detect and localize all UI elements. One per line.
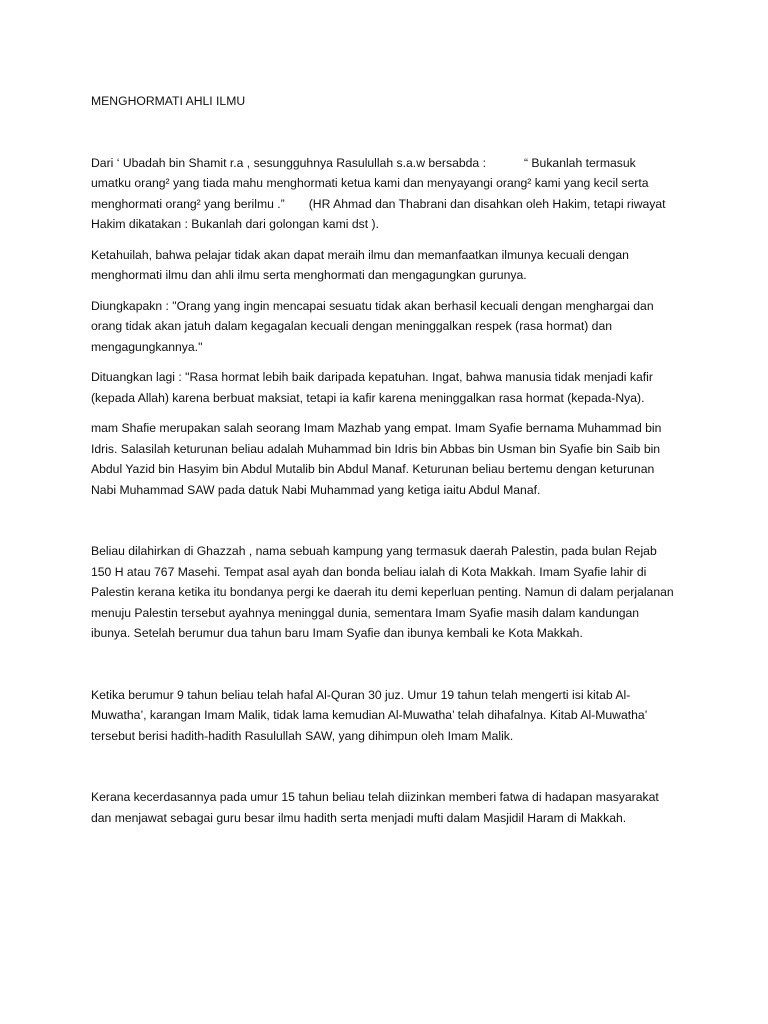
paragraph-diungkapakn: Diungkapakn : "Orang yang ingin mencapai sesuatu tidak akan berhasil kecuali dengan menghargai dan orang tidak akan jatuh dalam kegagalan kecuali dengan meninggalkan respek (rasa hormat) dan mengagungkannya."	[91, 298, 654, 354]
hadith-intro: Dari ‘ Ubadah bin Shamit r.a , sesungguhnya Rasulullah s.a.w bersabda :	[91, 155, 486, 170]
paragraph-kecerdasan: Kerana kecerdasannya pada umur 15 tahun beliau telah diizinkan memberi fatwa di hadapan masyarakat dan menjawat sebagai guru besar ilmu hadith serta menjadi mufti dalam Masjidil Haram di Makkah.	[91, 790, 659, 825]
paragraph-dituangkan: Dituangkan lagi : "Rasa hormat lebih baik daripada kepatuhan. Ingat, bahwa manusia tidak menjadi kafir (kepada Allah) karena berbuat maksiat, tetapi ia kafir karena meninggalkan rasa hormat (kepada-Nya).	[91, 370, 653, 405]
paragraph-hadith	[91, 153, 679, 235]
paragraph-ketahuilah: Ketahuilah, bahwa pelajar tidak akan dapat meraih ilmu dan memanfaatkan ilmunya kecuali dengan menghormati ilmu dan ahli ilmu serta menghormati dan mengagungkan gurunya.	[91, 247, 629, 282]
document-title: MENGHORMATI AHLI ILMU	[91, 94, 246, 108]
hadith-quote: “ Bukanlah termasuk umatku orang² yang tiada mahu menghormati ketua kami dan menyayangi orang² kami yang kecil serta menghormati orang² yang berilmu .”	[91, 155, 649, 211]
document-body	[91, 91, 679, 838]
paragraph-dilahirkan: Beliau dilahirkan di Ghazzah , nama sebuah kampung yang termasuk daerah Palestin, pada bulan Rejab 150 H atau 767 Masehi. Tempat asal ayah dan bonda beliau ialah di Kota Makkah. Imam Syafie lahir di Palestin kerana ketika itu bondanya pergi ke daerah itu demi keperluan penting. Namun di dalam perjalanan menuju Palestin tersebut ayahnya meninggal dunia, sementara Imam Syafie masih dalam kandungan ibunya. Setelah berumur dua tahun baru Imam Syafie dan ibunya kembali ke Kota Makkah.	[91, 544, 674, 640]
paragraph-imam-shafie: mam Shafie merupakan salah seorang Imam Mazhab yang empat. Imam Syafie bernama Muhammad bin Idris. Salasilah keturunan beliau adalah Muhammad bin Idris bin Abbas bin Usman bin Syafie bin Saib bin Abdul Yazid bin Hasyim bin Abdul Mutalib bin Abdul Manaf. Keturunan beliau bertemu dengan keturunan Nabi Muhammad SAW pada datuk Nabi Muhammad yang ketiga iaitu Abdul Manaf.	[91, 421, 662, 497]
hadith-source: (HR Ahmad dan Thabrani dan disahkan oleh Hakim, tetapi riwayat Hakim dikatakan : Bukanlah dari golongan kami dst ).	[91, 196, 666, 231]
paragraph-berumur-9: Ketika berumur 9 tahun beliau telah hafal Al-Quran 30 juz. Umur 19 tahun telah mengerti isi kitab Al-Muwatha’, karangan Imam Malik, tidak lama kemudian Al-Muwatha’ telah dihafalnya. Kitab Al-Muwatha’ tersebut berisi hadith-hadith Rasulullah SAW, yang dihimpun oleh Imam Malik.	[91, 687, 647, 743]
